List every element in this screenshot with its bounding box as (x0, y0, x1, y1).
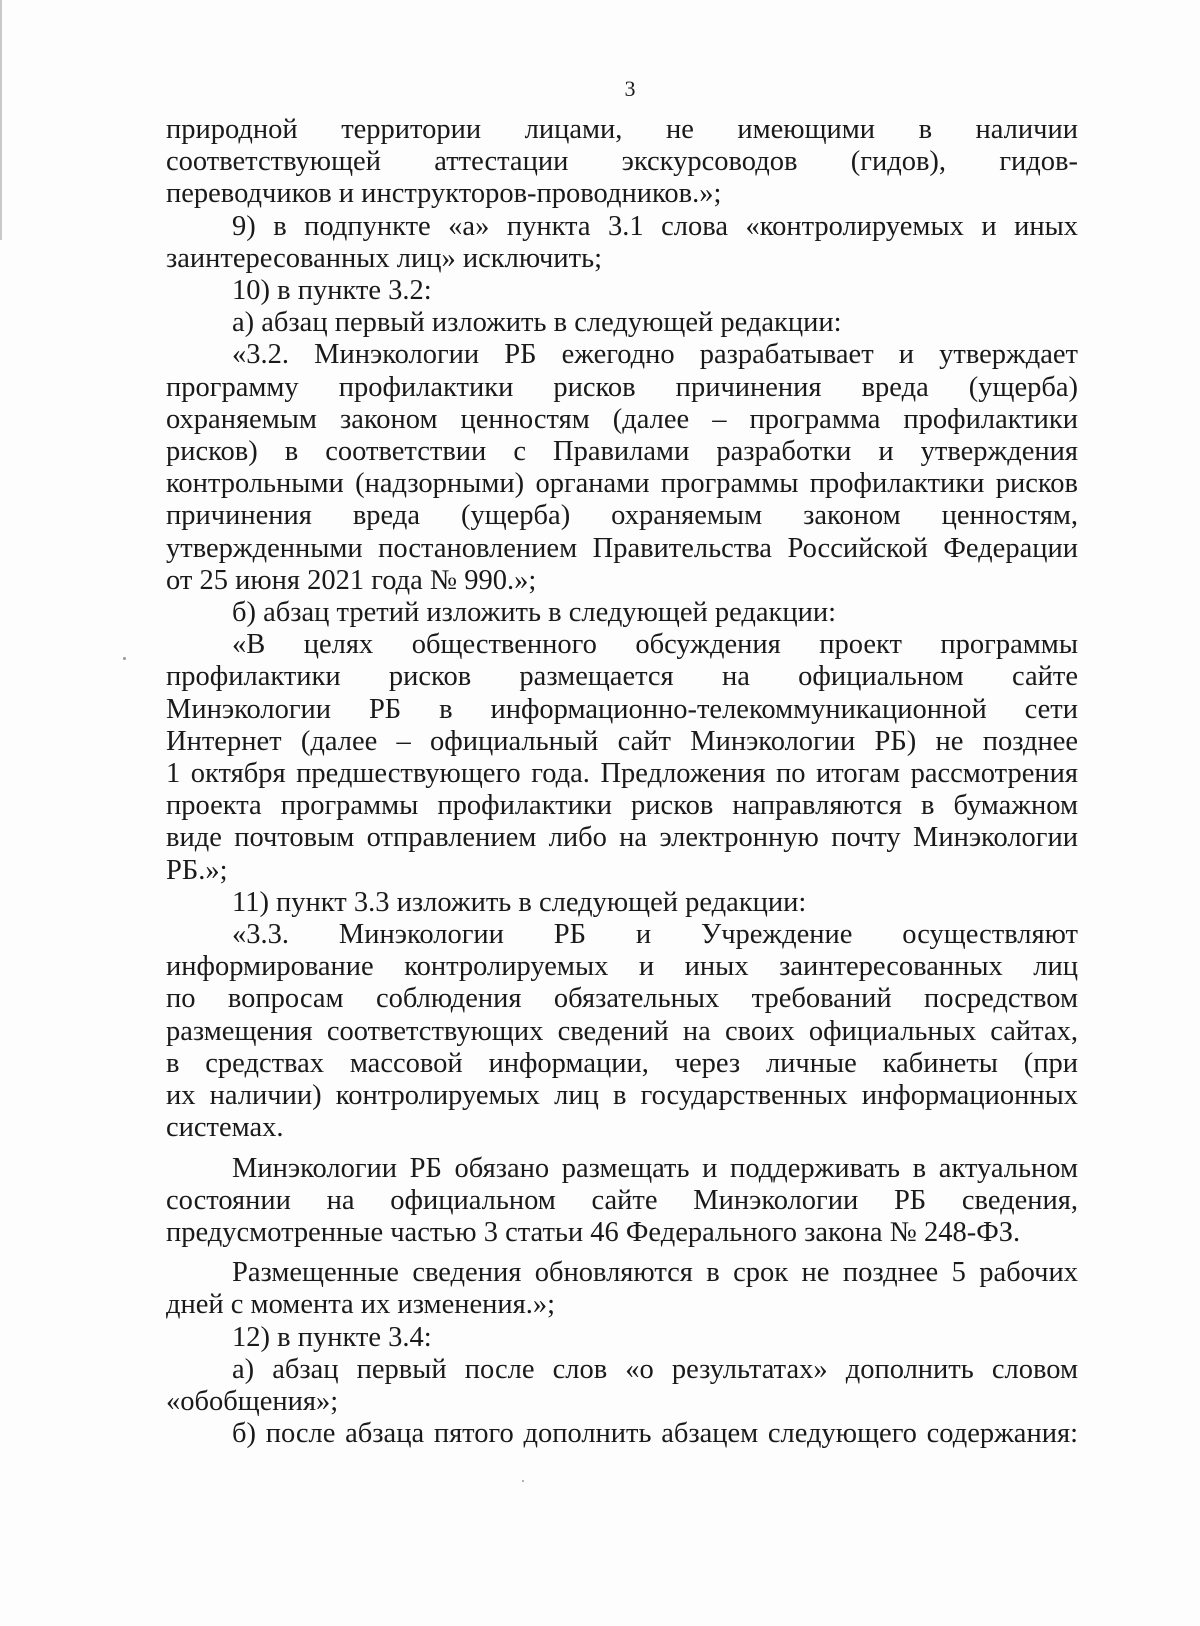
text-line: по вопросам соблюдения обязательных требований посредством (166, 983, 1078, 1015)
text-line: 11) пункт 3.3 изложить в следующей редакции: (232, 886, 807, 918)
text-line: контрольными (надзорными) органами программы профилактики рисков (166, 468, 1078, 500)
scan-edge-line (0, 0, 2, 240)
text-line: дней с момента их изменения.»; (166, 1289, 556, 1321)
text-line: 12) в пункте 3.4: (232, 1321, 432, 1353)
text-line: а) абзац первый изложить в следующей редакции: (232, 307, 842, 339)
text-line: охраняемым законом ценностям (далее – программа профилактики (166, 403, 1078, 435)
text-line: виде почтовым отправлением либо на электронную почту Минэкологии (166, 822, 1078, 854)
text-line: «В целях общественного обсуждения проект программы (232, 629, 1078, 661)
page-number: 3 (624, 76, 636, 101)
text-line: б) абзац третий изложить в следующей редакции: (232, 597, 837, 629)
document-body (166, 114, 1078, 1450)
text-line: «3.3. Минэкологии РБ и Учреждение осуществляют (232, 919, 1078, 951)
text-line: Размещенные сведения обновляются в срок не позднее 5 рабочих (232, 1257, 1078, 1289)
scan-speck (123, 657, 126, 660)
text-line: информирование контролируемых и иных заинтересованных лиц (166, 951, 1078, 983)
text-line: Минэкологии РБ обязано размещать и поддерживать в актуальном (232, 1152, 1078, 1184)
text-line: соответствующей аттестации экскурсоводов (гидов), гидов- (166, 146, 1078, 178)
scan-speck (522, 1480, 524, 1482)
text-line: РБ.»; (166, 854, 228, 886)
text-line: проекта программы профилактики рисков направляются в бумажном (166, 790, 1078, 822)
text-line: от 25 июня 2021 года № 990.»; (166, 564, 537, 596)
text-line: причинения вреда (ущерба) охраняемым законом ценностям, (166, 500, 1078, 532)
text-line: предусмотренные частью 3 статьи 46 Федерального закона № 248-ФЗ. (166, 1216, 1021, 1248)
text-line: 10) в пункте 3.2: (232, 275, 432, 307)
text-line: б) после абзаца пятого дополнить абзацем следующего содержания: (232, 1418, 1078, 1450)
text-line: «3.2. Минэкологии РБ ежегодно разрабатывает и утверждает (232, 339, 1078, 371)
text-line: 1 октября предшествующего года. Предложения по итогам рассмотрения (166, 758, 1078, 790)
text-line: в средствах массовой информации, через личные кабинеты (при (166, 1047, 1078, 1079)
text-line: утвержденными постановлением Правительства Российской Федерации (166, 532, 1078, 564)
text-line: природной территории лицами, не имеющими в наличии (166, 114, 1078, 145)
text-line: программу профилактики рисков причинения вреда (ущерба) (166, 371, 1078, 403)
text-line: рисков) в соответствии с Правилами разработки и утверждения (166, 436, 1078, 468)
text-line: их наличии) контролируемых лиц в государственных информационных (166, 1080, 1078, 1112)
text-line: Минэкологии РБ в информационно-телекоммуникационной сети (166, 693, 1078, 725)
text-line: размещения соответствующих сведений на своих официальных сайтах, (166, 1015, 1078, 1047)
text-line: профилактики рисков размещается на официальном сайте (166, 661, 1078, 693)
text-line: «обобщения»; (166, 1385, 339, 1417)
text-line: заинтересованных лиц» исключить; (166, 242, 603, 274)
text-line: 9) в подпункте «а» пункта 3.1 слова «контролируемых и иных (232, 210, 1078, 242)
text-line: состоянии на официальном сайте Минэкологии РБ сведения, (166, 1184, 1078, 1216)
text-line: Интернет (далее – официальный сайт Минэкологии РБ) не позднее (166, 725, 1078, 757)
text-line: переводчиков и инструкторов-проводников.»; (166, 178, 722, 210)
text-line: а) абзац первый после слов «о результатах» дополнить словом (232, 1353, 1078, 1385)
text-line: системах. (166, 1112, 284, 1144)
